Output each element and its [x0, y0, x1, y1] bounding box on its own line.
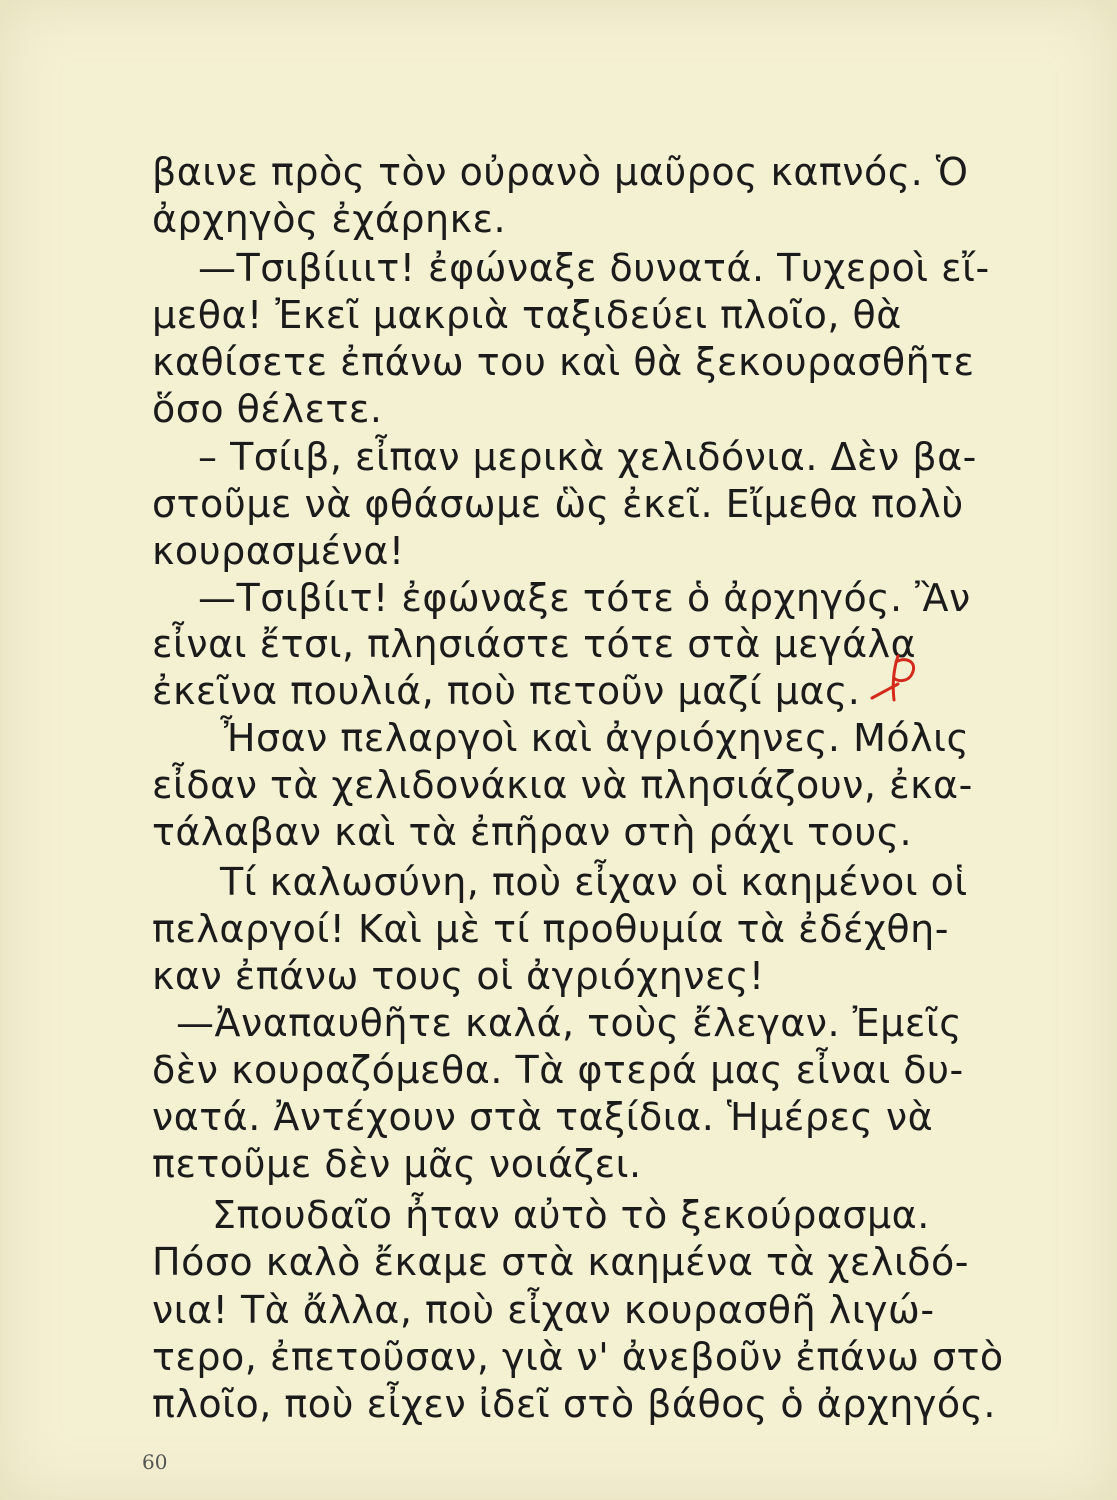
text-line: τερο, ἐπετοῦσαν, γιὰ ν' ἀνεβοῦν ἐπάνω στὸ [152, 1335, 1004, 1379]
text-line: καν ἐπάνω τους οἱ ἀγριόχηνες! [152, 954, 765, 998]
text-line: βαινε πρὸς τὸν οὐρανὸ μαῦρος καπνός. Ὁ [152, 150, 969, 194]
text-line: πετοῦμε δὲν μᾶς νοιάζει. [152, 1142, 642, 1186]
text-line: —Τσιβίιιιτ! ἐφώναξε δυνατά. Τυχεροὶ εἴ- [198, 246, 990, 290]
text-line: τάλαβαν καὶ τὰ ἐπῆραν στὴ ράχι τους. [152, 810, 913, 854]
text-line: Ἦσαν πελαργοὶ καὶ ἀγριόχηνες. Μόλις [220, 716, 970, 760]
page-number: 60 [142, 1450, 168, 1474]
text-line: Τί καλωσύνη, ποὺ εἶχαν οἱ καημένοι οἱ [220, 860, 968, 904]
text-line: κουρασμένα! [152, 529, 405, 573]
text-line: Σπουδαῖο ἦταν αὐτὸ τὸ ξεκούρασμα. [212, 1193, 930, 1237]
text-line: —Ἀναπαυθῆτε καλά, τοὺς ἔλεγαν. Ἐμεῖς [176, 1001, 963, 1045]
red-correction-mark [868, 648, 928, 708]
text-line: νατά. Ἀντέχουν στὰ ταξίδια. Ἡμέρες νὰ [152, 1095, 934, 1139]
text-line: καθίσετε ἐπάνω του καὶ θὰ ξεκουρασθῆτε [152, 340, 975, 384]
text-line: —Τσιβίιτ! ἐφώναξε τότε ὁ ἀρχηγός. Ἂν [198, 576, 971, 620]
text-line: δὲν κουραζόμεθα. Τὰ φτερά μας εἶναι δυ- [152, 1048, 964, 1092]
text-line: ὅσο θέλετε. [152, 387, 383, 431]
text-line: ἀρχηγὸς ἐχάρηκε. [152, 197, 507, 241]
text-line: στοῦμε νὰ φθάσωμε ὣς ἐκεῖ. Εἴμεθα πολὺ [152, 482, 964, 526]
text-line: εἶναι ἔτσι, πλησιάστε τότε στὰ μεγάλα [152, 622, 917, 666]
text-line: – Τσίιβ, εἶπαν μερικὰ χελιδόνια. Δὲν βα- [198, 435, 977, 479]
text-line: μεθα! Ἐκεῖ μακριὰ ταξιδεύει πλοῖο, θὰ [152, 293, 902, 337]
text-line: πελαργοί! Καὶ μὲ τί προθυμία τὰ ἐδέχθη- [152, 907, 949, 951]
text-line: ἐκεῖνα πουλιά, ποὺ πετοῦν μαζί μας. [152, 669, 861, 713]
text-line: Πόσο καλὸ ἔκαμε στὰ καημένα τὰ χελιδό- [152, 1240, 970, 1284]
text-line: νια! Τὰ ἄλλα, ποὺ εἶχαν κουρασθῆ λιγώ- [152, 1288, 935, 1332]
text-line: εἶδαν τὰ χελιδονάκια νὰ πλησιάζουν, ἐκα- [152, 763, 973, 807]
text-line: πλοῖο, ποὺ εἶχεν ἰδεῖ στὸ βάθος ὁ ἀρχηγός. [152, 1382, 996, 1426]
